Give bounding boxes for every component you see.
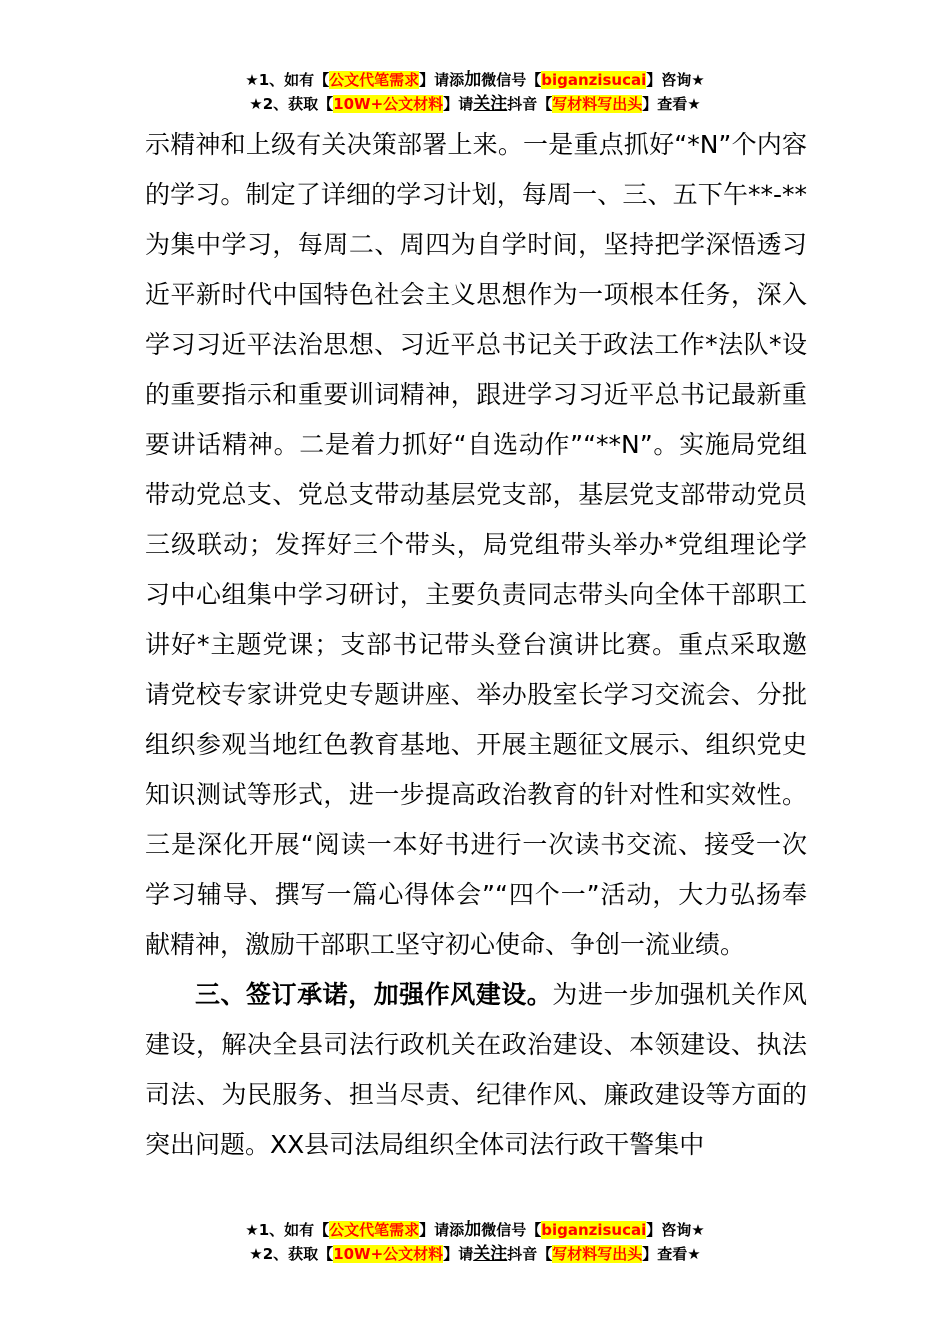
banner-line-2 [0, 92, 950, 116]
banner-emphasis: 加 [464, 1220, 482, 1240]
banner-text: 抖音【 [507, 95, 553, 113]
banner-text: 抖音【 [507, 1245, 553, 1263]
banner-text: ★1、如有【 [245, 1221, 330, 1239]
banner-text: 微信号【 [481, 71, 542, 89]
banner-text: 】咨询★ [646, 71, 705, 89]
footer-banner [0, 1218, 950, 1266]
paragraph-2-text: 为进一步加强机关作风建设，解决全县司法行政机关在政治建设、本领建设、执法司法、为民服务、担当尽责、纪律作风、廉政建设等方面的突出问题。XX县司法局组织全体司法行政干警集中 [145, 980, 807, 1159]
banner-emphasis: 关注 [473, 1244, 508, 1264]
banner-text: 】查看★ [642, 95, 701, 113]
banner-emphasis: 关注 [473, 94, 508, 114]
banner-text: 微信号【 [481, 1221, 542, 1239]
section-heading: 三、签订承诺，加强作风建设。 [195, 980, 553, 1009]
header-banner [0, 68, 950, 116]
banner-text: 】请 [443, 95, 474, 113]
banner-line-1 [0, 68, 950, 92]
banner-text: 】查看★ [642, 1245, 701, 1263]
banner-text: ★2、获取【 [249, 1245, 334, 1263]
paragraph-1: 示精神和上级有关决策部署上来。一是重点抓好“*N”个内容的学习。制定了详细的学习计划，每周一、三、五下午**-**为集中学习，每周二、周四为自学时间，坚持把学深悟透习近平新时代中国特色社会主义思想作为一项根本任务，深入学习习近平法治思想、习近平总书记关于政法工作*法队*设的重要指示和重要训词精神，跟进学习习近平总书记最新重要讲话精神。二是着力抓好“自选动作”“**N”。实施局党组带动党总支、党总支带动基层党支部，基层党支部带动党员三级联动；发挥好三个带头，局党组带头举办*党组理论学习中心组集中学习研讨，主要负责同志带头向全体干部职工讲好*主题党课；支部书记带头登台演讲比赛。重点采取邀请党校专家讲党史专题讲座、举办股室长学习交流会、分批组织参观当地红色教育基地、开展主题征文展示、组织党史知识测试等形式，进一步提高政治教育的针对性和实效性。三是深化开展“阅读一本好书进行一次读书交流、接受一次学习辅导、撰写一篇心得体会”“四个一”活动，大力弘扬奉献精神，激励干部职工坚守初心使命、争创一流业绩。 [145, 130, 807, 959]
banner-text: ★1、如有【 [245, 71, 330, 89]
highlight-douyin: 写材料写出头 [552, 95, 643, 113]
banner-text: 】请添 [419, 71, 465, 89]
banner-line-2 [0, 1242, 950, 1266]
highlight-materials: 10W+公文材料 [333, 95, 444, 113]
paragraph-2 [145, 970, 807, 1170]
highlight-ghostwriting: 公文代笔需求 [329, 71, 420, 89]
banner-text: ★2、获取【 [249, 95, 334, 113]
banner-text: 】请添 [419, 1221, 465, 1239]
highlight-materials: 10W+公文材料 [333, 1245, 444, 1263]
highlight-douyin: 写材料写出头 [552, 1245, 643, 1263]
banner-text: 】请 [443, 1245, 474, 1263]
banner-line-1 [0, 1218, 950, 1242]
banner-text: 】咨询★ [646, 1221, 705, 1239]
highlight-wechat-id: biganzisucai [541, 1221, 647, 1239]
document-body [145, 120, 807, 1170]
highlight-wechat-id: biganzisucai [541, 71, 647, 89]
banner-emphasis: 加 [464, 70, 482, 90]
highlight-ghostwriting: 公文代笔需求 [329, 1221, 420, 1239]
